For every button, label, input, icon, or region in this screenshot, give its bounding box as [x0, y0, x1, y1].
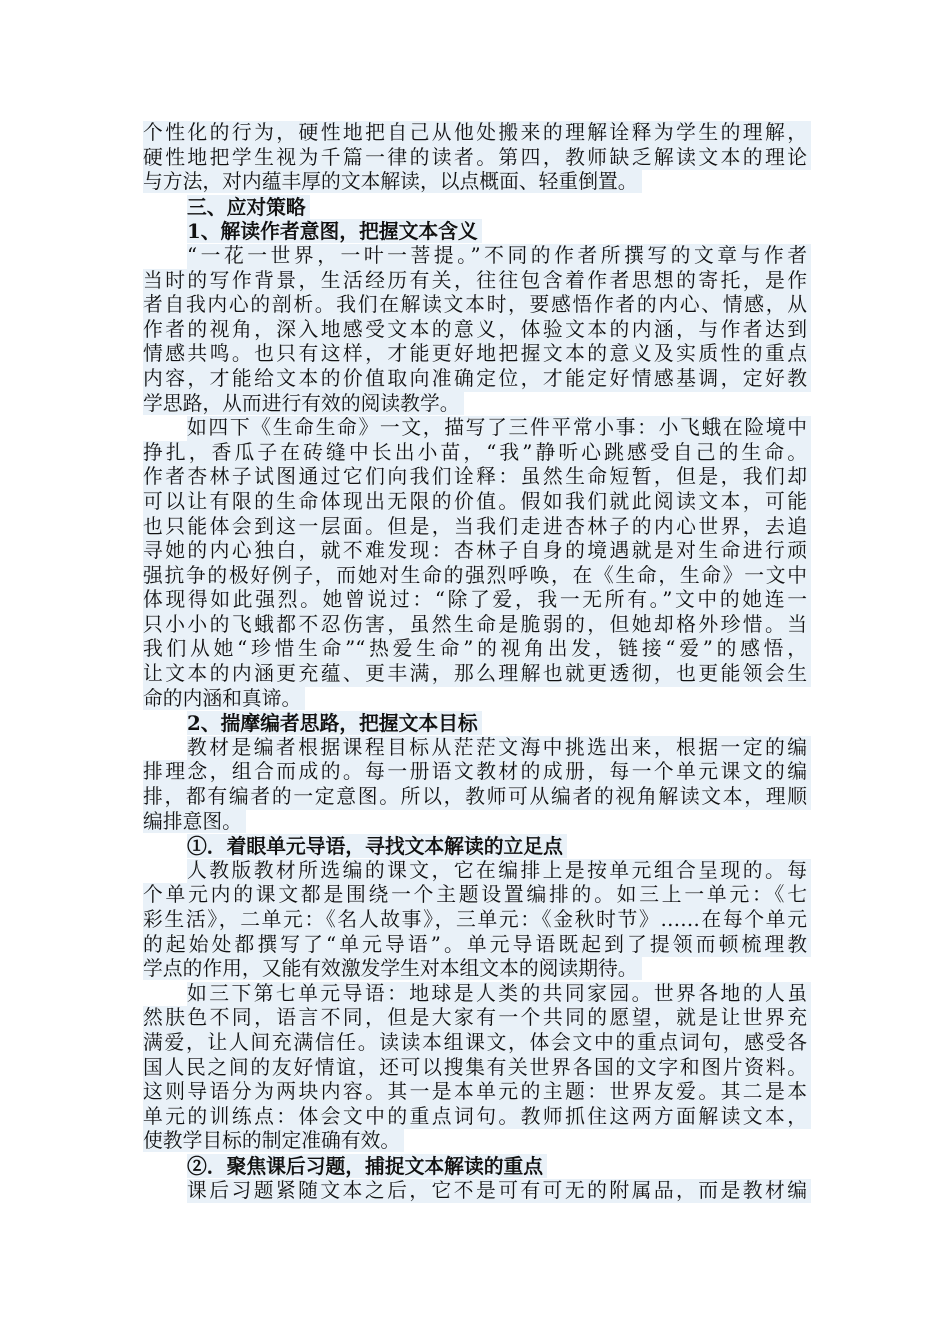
text-line: 单元的训练点：体会文中的重点词句。教师抓住这两方面解读文本，	[143, 1105, 819, 1130]
text-line: 当时的写作背景，生活经历有关，往往包含着作者思想的寄托，是作	[143, 269, 819, 294]
text-line: 也只能体会到这一层面。但是，当我们走进杏林子的内心世界，去追	[143, 515, 819, 540]
text-line: 作者的视角，深入地感受文本的意义，体验文本的内涵，与作者达到	[143, 318, 819, 343]
text-line: 使教学目标的制定准确有效。	[143, 1129, 819, 1154]
text-line: 这则导语分为两块内容。其一是本单元的主题：世界友爱。其二是本	[143, 1080, 819, 1105]
text-line: 寻她的内心独白，就不难发现：杏林子自身的境遇就是对生命进行顽	[143, 539, 819, 564]
text-line: 然肤色不同，语言不同，但是大家有一个共同的愿望，就是让世界充	[143, 1006, 819, 1031]
text-line: 如四下《生命生命》一文，描写了三件平常小事：小飞蛾在险境中	[143, 416, 819, 441]
text-line: 命的内涵和真谛。	[143, 687, 819, 712]
text-line: 内容，才能给文本的价值取向准确定位，才能定好情感基调，定好教	[143, 367, 819, 392]
text-line: 让文本的内涵更充蕴、更丰满，那么理解也就更透彻，也更能领会生	[143, 662, 819, 687]
text-line: 国人民之间的友好情谊，还可以搜集有关世界各国的文字和图片资料。	[143, 1056, 819, 1081]
text-line: 排，都有编者的一定意图。所以，教师可从编者的视角解读文本，理顺	[143, 785, 819, 810]
text-line: 情感共鸣。也只有这样，才能更好地把握文本的意义及实质性的重点	[143, 342, 819, 367]
text-line: 挣扎，香瓜子在砖缝中长出小苗，“我”静听心跳感受自己的生命。	[143, 441, 819, 466]
text-line: 我们从她“珍惜生命”“热爱生命”的视角出发，链接“爱”的感悟，	[143, 637, 819, 662]
text-line: 教材是编者根据课程目标从茫茫文海中挑选出来，根据一定的编	[143, 736, 819, 761]
section-heading: 三、应对策略	[143, 195, 819, 220]
text-line: 个性化的行为，硬性地把自己从他处搬来的理解诠释为学生的理解，	[143, 121, 819, 146]
text-line: 如三下第七单元导语：地球是人类的共同家园。世界各地的人虽	[143, 982, 819, 1007]
text-line: 排理念，组合而成的。每一册语文教材的成册，每一个单元课文的编	[143, 760, 819, 785]
subsection-heading: 2、揣摩编者思路，把握文本目标	[143, 711, 819, 736]
text-line: 个单元内的课文都是围绕一个主题设置编排的。如三上一单元：《七	[143, 883, 819, 908]
text-line: 学思路，从而进行有效的阅读教学。	[143, 392, 819, 417]
text-line: 人教版教材所选编的课文，它在编排上是按单元组合呈现的。每	[143, 859, 819, 884]
subsection-heading: ②．聚焦课后习题，捕捉文本解读的重点	[143, 1154, 819, 1179]
text-line: 硬性地把学生视为千篇一律的读者。第四，教师缺乏解读文本的理论	[143, 146, 819, 171]
text-line: 者自我内心的剖析。我们在解读文本时，要感悟作者的内心、情感，从	[143, 293, 819, 318]
text-line: 可以让有限的生命体现出无限的价值。假如我们就此阅读文本，可能	[143, 490, 819, 515]
text-line: 强抗争的极好例子，而她对生命的强烈呼唤，在《生命，生命》一文中	[143, 564, 819, 589]
text-line: 编排意图。	[143, 810, 819, 835]
text-line: 作者杏林子试图通过它们向我们诠释：虽然生命短暂，但是，我们却	[143, 465, 819, 490]
text-line: 满爱，让人间充满信任。读读本组课文，体会文中的重点词句，感受各	[143, 1031, 819, 1056]
text-line: 课后习题紧随文本之后，它不是可有可无的附属品，而是教材编	[143, 1179, 819, 1204]
text-line: 的起始处都撰写了“单元导语”。单元导语既起到了提领而顿梳理教	[143, 933, 819, 958]
text-line: 彩生活》，二单元：《名人故事》，三单元：《金秋时节》……在每个单元	[143, 908, 819, 933]
subsection-heading: ①．着眼单元导语，寻找文本解读的立足点	[143, 834, 819, 859]
text-line: 只小小的飞蛾都不忍伤害，虽然生命是脆弱的，但她却格外珍惜。当	[143, 613, 819, 638]
text-line: 与方法，对内蕴丰厚的文本解读，以点概面、轻重倒置。	[143, 170, 819, 195]
text-line: 体现得如此强烈。她曾说过：“除了爱，我一无所有。”文中的她连一	[143, 588, 819, 613]
document-page	[143, 121, 819, 1203]
subsection-heading: 1、解读作者意图，把握文本含义	[143, 219, 819, 244]
text-line: 学点的作用，又能有效激发学生对本组文本的阅读期待。	[143, 957, 819, 982]
text-line: “一花一世界，一叶一菩提。”不同的作者所撰写的文章与作者	[143, 244, 819, 269]
